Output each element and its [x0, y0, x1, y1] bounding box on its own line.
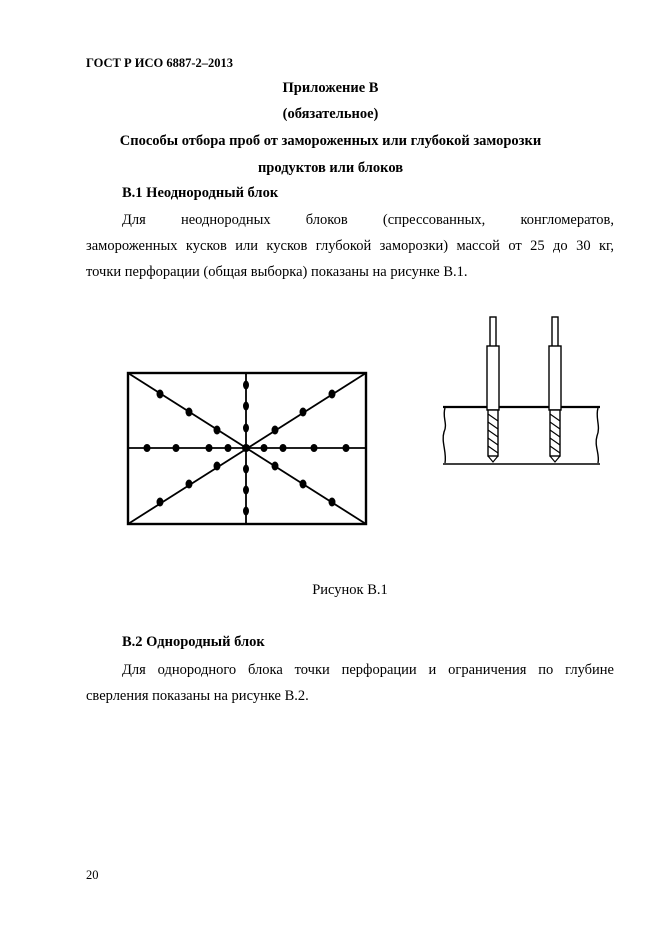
section-b1-title: В.1 Неоднородный блок	[122, 185, 279, 201]
point	[243, 486, 249, 495]
point	[186, 480, 193, 489]
point	[343, 444, 350, 452]
appendix-heading-line-2: продуктов или блоков	[257, 160, 404, 176]
section-b1-paragraph	[86, 207, 614, 285]
section-b1-line-3: точки перфорации (общая выборка) показаны на рисунке В.1.	[86, 264, 468, 280]
page-number: 20	[86, 868, 99, 882]
point	[225, 444, 232, 452]
standard-header: ГОСТ Р ИСО 6887-2–2013	[86, 56, 234, 70]
point	[272, 426, 279, 435]
point	[214, 462, 221, 471]
point	[243, 507, 249, 516]
point	[173, 444, 180, 452]
figure-caption: Рисунок В.1	[312, 582, 388, 598]
section-b1-line-2: замороженных кусков или кусков глубокой заморозки) массой от 25 до 30 кг,	[86, 238, 614, 254]
frozen-block-section	[443, 407, 600, 464]
point	[329, 498, 336, 507]
point	[329, 390, 336, 399]
point	[214, 426, 221, 435]
drill-sampling-diagram	[438, 312, 603, 470]
point	[243, 465, 249, 474]
section-b2-line-2: сверления показаны на рисунке В.2.	[86, 688, 309, 704]
point	[261, 444, 268, 452]
appendix-status: (обязательное)	[282, 106, 379, 122]
point	[157, 390, 164, 399]
appendix-title: Приложение В	[282, 80, 379, 96]
point	[243, 381, 249, 390]
point	[311, 444, 318, 452]
drill-left	[487, 317, 499, 462]
point	[206, 444, 213, 452]
center-point	[242, 444, 250, 452]
point	[243, 402, 249, 411]
point	[144, 444, 151, 452]
section-b1-line-1: Для неоднородных блоков (спрессованных, конгломератов,	[122, 212, 614, 228]
point	[186, 408, 193, 417]
drill-right	[549, 317, 561, 462]
point	[243, 424, 249, 433]
point	[272, 462, 279, 471]
section-b2-paragraph	[86, 657, 614, 709]
point	[300, 480, 307, 489]
point	[300, 408, 307, 417]
appendix-heading-line-1: Способы отбора проб от замороженных или глубокой заморозки	[119, 133, 542, 149]
point	[280, 444, 287, 452]
section-b2-title: В.2 Однородный блок	[122, 634, 265, 650]
section-b2-line-1: Для однородного блока точки перфорации и ограничения по глубине	[122, 662, 614, 678]
perforation-points-diagram	[120, 365, 375, 530]
point	[157, 498, 164, 507]
